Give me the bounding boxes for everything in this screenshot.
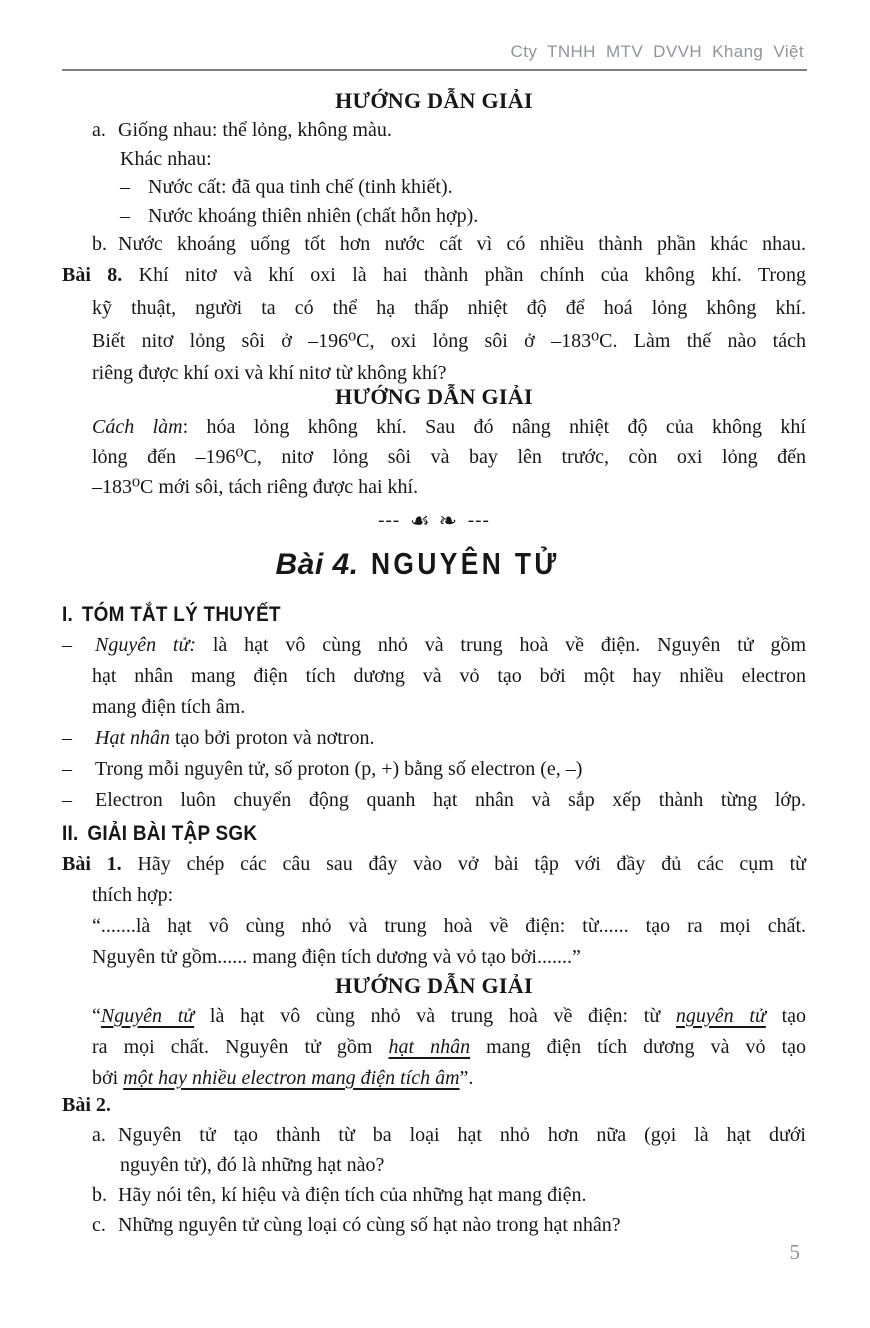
solution-heading-1: HƯỚNG DẪN GIẢI [335,88,533,113]
solution-8-lead: Cách làm [92,415,183,438]
theory-item-3-text: Trong mỗi nguyên tử, số proton (p, +) bằng số electron (e, –) [95,757,583,780]
exercise-1-quote-1: “.......là hạt vô cùng nhỏ và trung hoà về điện: từ...... tạo ra mọi chất. [92,914,806,937]
exercise-8-line-3: Biết nitơ lỏng sôi ở –196⁰C, oxi lỏng sôi ở –183⁰C. Làm thế nào tách [92,329,806,352]
solution-1-underline-4: một hay nhiều electron mang điện tích âm [123,1066,460,1089]
exercise-2-item-b [62,1180,806,1210]
solution-1-line-2 [62,1032,806,1063]
theory-item-1-text-1: là hạt vô cùng nhỏ và trung hoà về điện. Nguyên tử gồm [196,633,806,656]
solution-1-underline-2: nguyên tử [675,1004,766,1027]
bullet-marker: – [62,788,72,811]
divider-dashes-right: --- [467,509,490,531]
solution-1-pre-2: ra mọi chất. Nguyên tử gồm [92,1035,389,1058]
section-theory-title: TÓM TẮT LÝ THUYẾT [81,601,281,626]
solution-8-line-1 [62,412,806,442]
dash-item-1 [62,173,806,202]
item-a-sub: Khác nhau: [120,147,212,170]
exercise-1-text-1: Hãy chép các câu sau đây vào vở bài tập với đầy đủ các cụm từ [137,852,807,875]
solution-1 [62,1001,806,1094]
bullet-marker: – [62,633,72,656]
dash-item-2-text: Nước khoáng thiên nhiên (chất hỗn hợp). [148,204,479,227]
item-a-label: a. [92,1123,106,1146]
theory-item-2-lead: Hạt nhân [95,726,170,749]
item-b-label: b. [92,233,107,255]
chapter-heading [62,541,806,591]
exercise-1-label: Bài 1. [62,852,122,875]
theory-item-2-text: tạo bởi proton và nơtron. [170,726,375,749]
solution-1-end-1: tạo [765,1004,807,1027]
solution-1-mid-1: là hạt vô cùng nhỏ và trung hoà về điện: từ [194,1004,676,1027]
theory-item-1-line-1 [62,630,806,661]
theory-item-2 [62,723,806,754]
theory-list [62,630,806,816]
exercise-8-text-1: Khí nitơ và khí oxi là hai thành phần chính của không khí. Trong [138,263,807,286]
chapter-label: Bài 4. [275,547,359,581]
section-sgk-heading [62,818,806,849]
fleuron-left-icon: ☙ [409,508,431,534]
solution-1-pre-3: bởi [92,1066,124,1089]
dash-marker: – [120,176,130,198]
chapter-title: NGUYÊN TỬ [370,545,560,581]
exercise-8-label: Bài 8. [62,263,123,286]
bullet-marker: – [62,726,72,749]
header-rule [62,69,807,71]
exercise-8 [62,259,806,388]
item-b-label: b. [92,1183,107,1206]
exercise-2-item-b-text: Hãy nói tên, kí hiệu và điện tích của những hạt mang điện. [118,1183,587,1206]
exercise-2-item-a-text-1: Nguyên tử tạo thành từ ba loại hạt nhỏ hơn nữa (gọi là hạt dưới [118,1123,806,1146]
solution-1-post-3: ”. [459,1066,474,1089]
running-header-company: Cty TNHH MTV DVVH Khang Việt [510,42,804,61]
divider-dashes-left: --- [378,509,401,531]
theory-item-4 [62,785,806,816]
exercise-8-line-4: riêng được khí oxi và khí nitơ từ không khí? [92,361,447,384]
solution-list [62,116,806,259]
page-content [62,84,806,1240]
item-b-text: Nước khoáng uống tốt hơn nước cất vì có nhiều thành phần khác nhau. [118,233,806,255]
exercise-2 [62,1090,806,1240]
theory-item-3 [62,754,806,785]
section-sgk-number: II. [62,820,79,845]
theory-item-1-line-3: mang điện tích âm. [92,695,246,718]
exercise-8-line-1 [62,259,806,292]
item-a [62,116,806,145]
section-theory-heading [62,599,806,630]
item-a-text: Giống nhau: thể lỏng, không màu. [118,119,392,141]
solution-1-post-2: mang điện tích dương và vỏ tạo [470,1035,806,1058]
solution-8-text-1: : hóa lỏng không khí. Sau đó nâng nhiệt độ của không khí [182,415,806,438]
exercise-1-line-1 [62,849,806,880]
exercise-1-quote-2: Nguyên tử gồm...... mang điện tích dương và vỏ tạo bởi.......” [92,945,581,968]
page-number: 5 [789,1240,800,1264]
item-c-label: c. [92,1213,106,1236]
dash-marker: – [120,204,130,227]
solution-1-line-1 [62,1001,806,1032]
solution-8-line-3: –183⁰C mới sôi, tách riêng được hai khí. [92,475,419,498]
dash-item-1-text: Nước cất: đã qua tinh chế (tinh khiết). [148,176,453,198]
solution-1-underline-1: Nguyên tử [100,1004,195,1027]
solution-8-line-2: lỏng đến –196⁰C, nitơ lỏng sôi và bay lên trước, còn oxi lỏng đến [92,445,806,468]
theory-item-4-text: Electron luôn chuyển động quanh hạt nhân và sắp xếp thành từng lớp. [95,788,806,811]
exercise-2-item-a-line-2: nguyên tử), đó là những hạt nào? [120,1153,385,1176]
exercise-2-label: Bài 2. [62,1093,111,1116]
item-a-label: a. [92,119,106,141]
item-b [62,230,806,259]
exercise-2-label-line [62,1090,806,1120]
solution-1-underline-3: hạt nhân [388,1035,471,1058]
section-theory-number: I. [62,601,74,626]
open-quote: “ [92,1004,101,1027]
exercise-2-item-a-line-1 [62,1120,806,1150]
section-divider [62,506,806,537]
fleuron-right-icon: ❧ [438,508,459,534]
theory-item-1-lead: Nguyên tử: [95,633,197,656]
theory-item-1-line-2: hạt nhân mang điện tích dương và vỏ tạo bởi một hay nhiều electron [92,664,806,687]
solution-heading-3: HƯỚNG DẪN GIẢI [335,972,533,998]
section-sgk-title: GIẢI BÀI TẬP SGK [87,820,258,845]
dash-item-2 [62,202,806,231]
bullet-marker: – [62,757,72,780]
exercise-2-item-c-text: Những nguyên tử cùng loại có cùng số hạt nào trong hạt nhân? [118,1213,621,1236]
exercise-8-line-2: kỹ thuật, người ta có thể hạ thấp nhiệt độ để hoá lỏng không khí. [92,296,806,319]
exercise-1-line-2: thích hợp: [92,883,174,906]
exercise-2-item-c [62,1210,806,1240]
exercise-1 [62,849,806,973]
solution-heading-2: HƯỚNG DẪN GIẢI [335,383,533,409]
solution-8 [62,412,806,502]
